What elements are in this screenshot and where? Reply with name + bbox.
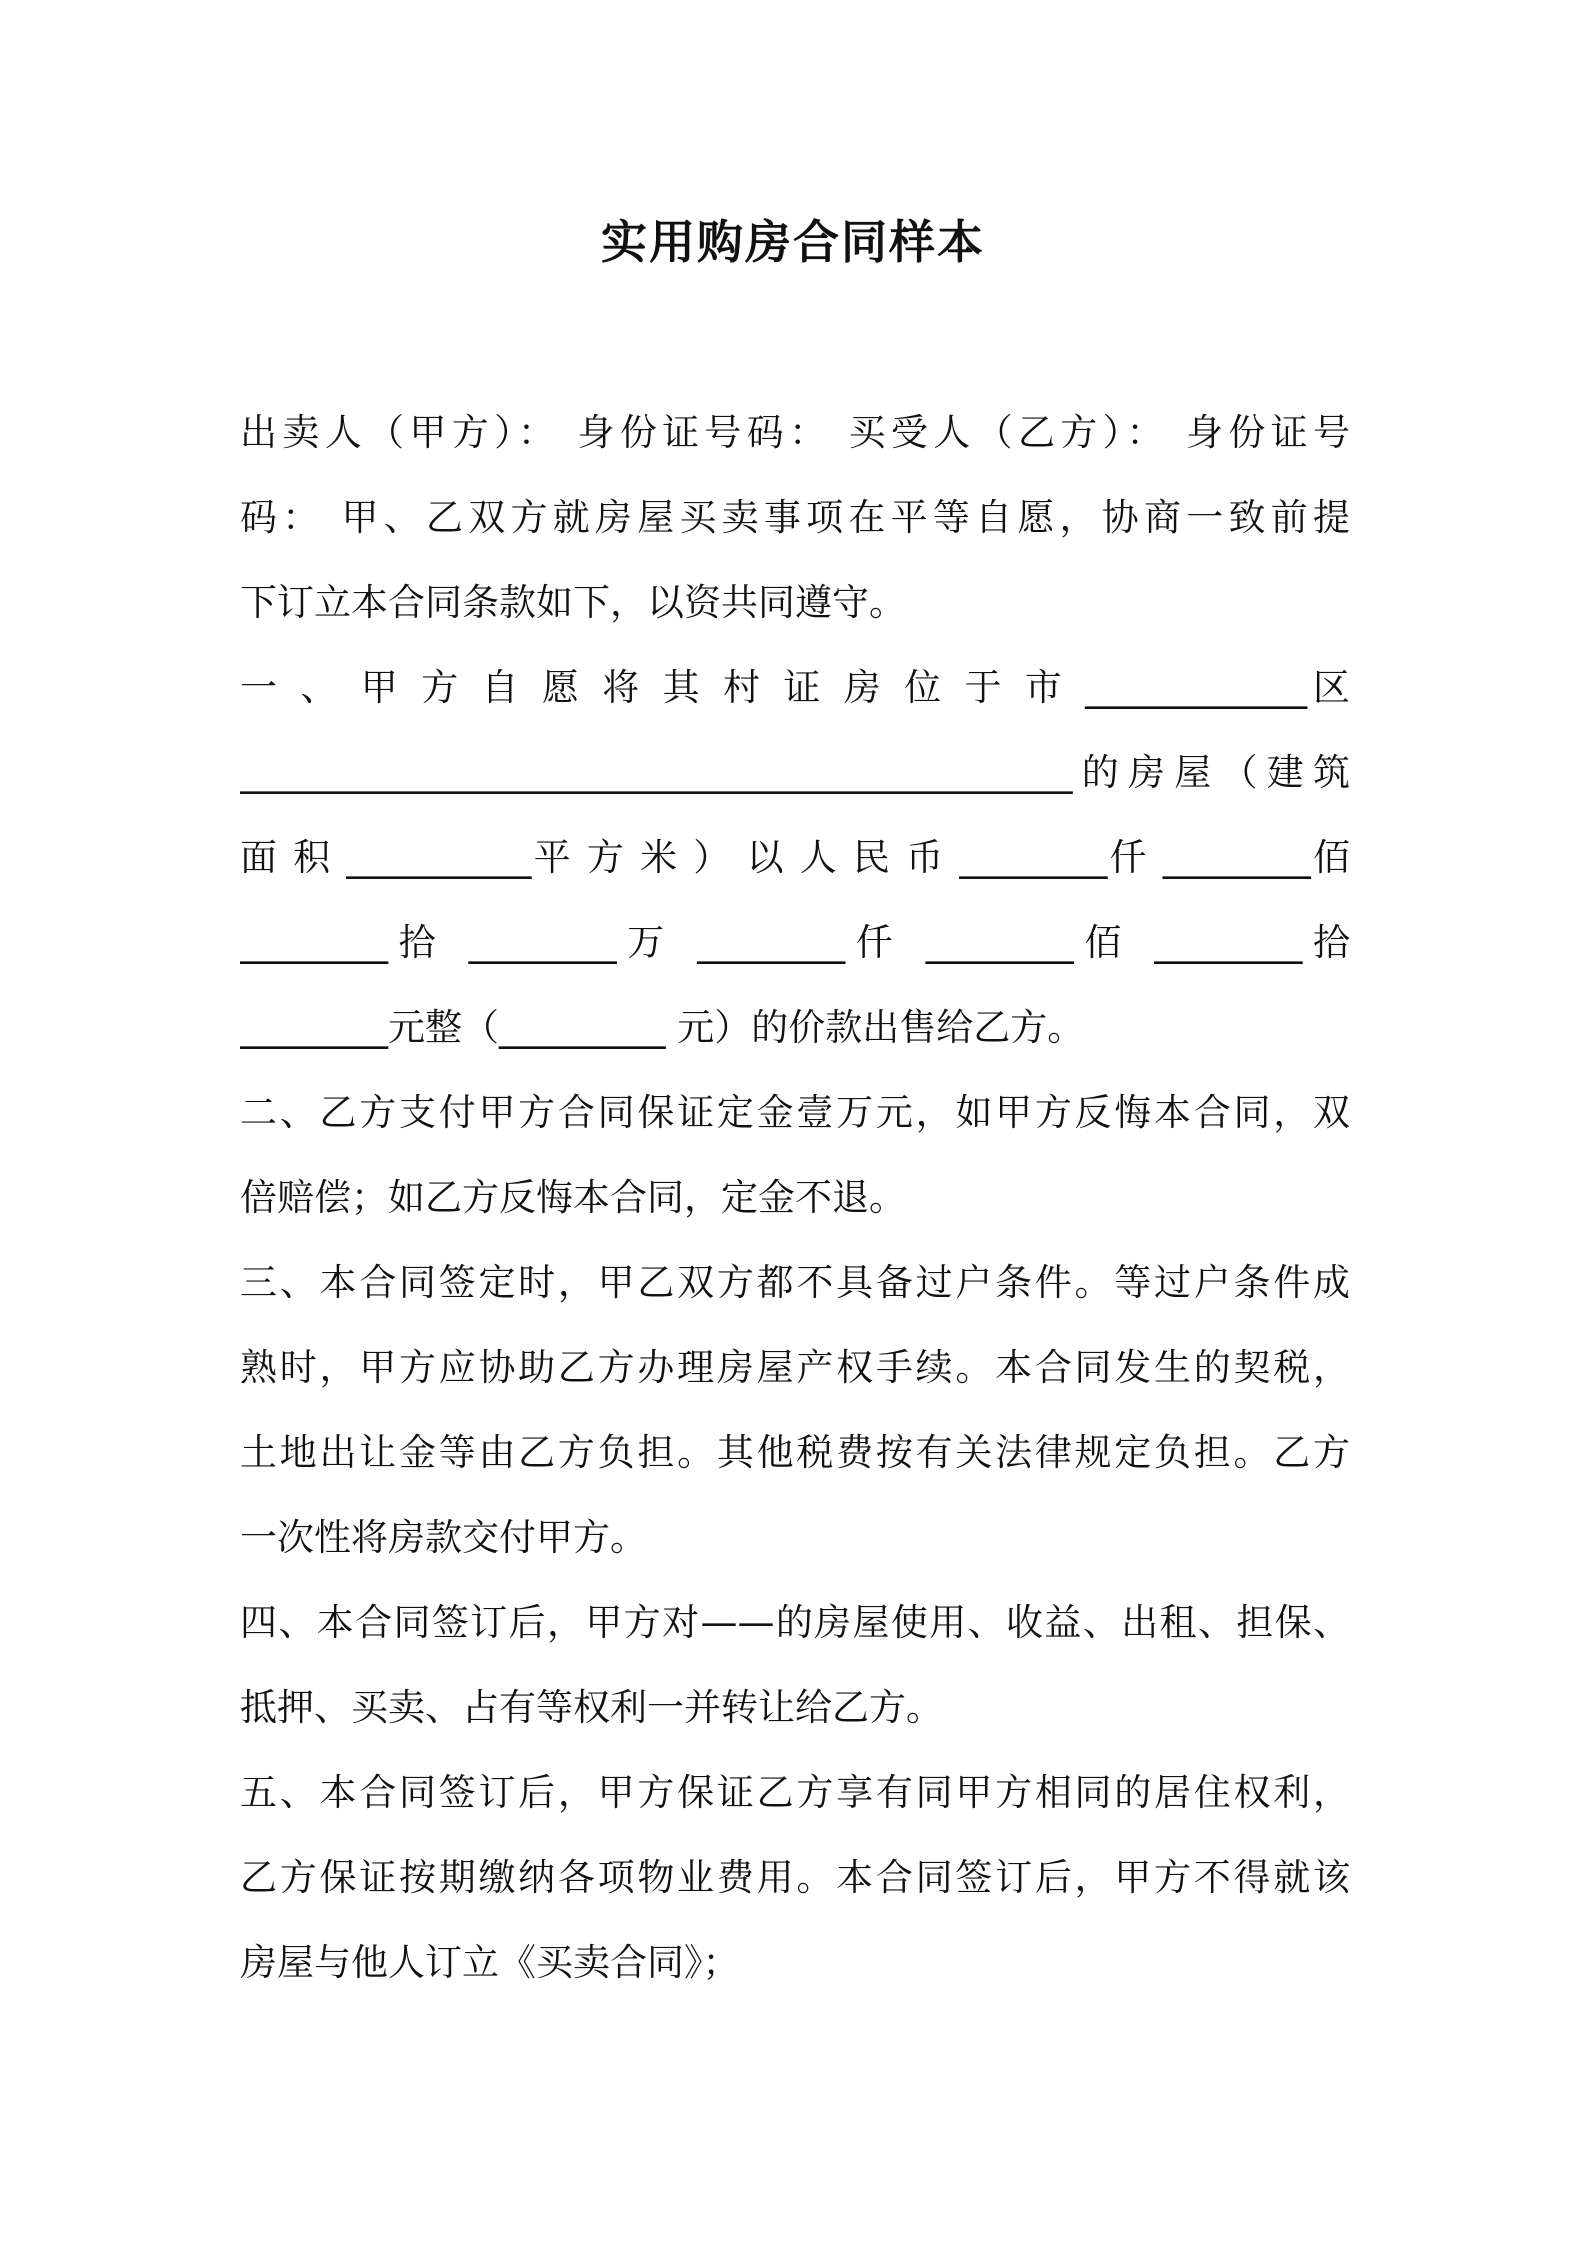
clause-2-line: 二、乙方支付甲方合同保证定金壹万元，如甲方反悔本合同，双 xyxy=(240,1091,1350,1134)
paragraph-line: 出卖人（甲方）： 身份证号码： 买受人（乙方）： 身份证号 xyxy=(240,411,1350,454)
document-title: 实用购房合同样本 xyxy=(601,215,985,269)
paragraph-line: 码： 甲、乙双方就房屋买卖事项在平等自愿，协商一致前提 xyxy=(240,496,1350,539)
clause-1-line: ________拾 ________万 ________仟 ________佰 ________拾 xyxy=(240,921,1350,964)
clause-2-line: 倍赔偿；如乙方反悔本合同，定金不退。 xyxy=(240,1176,906,1219)
clause-5-line: 房屋与他人订立《买卖合同》； xyxy=(240,1941,740,1984)
clause-3-line: 熟时，甲方应协助乙方办理房屋产权手续。本合同发生的契税， xyxy=(240,1346,1350,1389)
clause-5-line: 乙方保证按期缴纳各项物业费用。本合同签订后，甲方不得就该 xyxy=(240,1856,1350,1899)
clause-3-line: 三、本合同签定时，甲乙双方都不具备过户条件。等过户条件成 xyxy=(240,1261,1350,1304)
clause-5-line: 五、本合同签订后，甲方保证乙方享有同甲方相同的居住权利， xyxy=(240,1771,1350,1814)
clause-1-line: 一 、 甲 方 自 愿 将 其 村 证 房 位 于 市 ____________区 xyxy=(240,666,1350,709)
clause-1-line: _____________________________________________的房屋（建筑 xyxy=(240,751,1350,794)
clause-3-line: 土地出让金等由乙方负担。其他税费按有关法律规定负担。乙方 xyxy=(240,1431,1350,1474)
clause-3-line: 一次性将房款交付甲方。 xyxy=(240,1516,647,1559)
clause-1-line: 面 积 __________平 方 米 ） 以 人 民 币 ________仟 ________佰 xyxy=(240,836,1350,879)
clause-1-line: ________元整（_________ 元）的价款出售给乙方。 xyxy=(240,1006,1085,1049)
clause-4-line: 抵押、买卖、占有等权利一并转让给乙方。 xyxy=(240,1686,943,1729)
paragraph-line: 下订立本合同条款如下，以资共同遵守。 xyxy=(240,581,906,624)
clause-4-line: 四、本合同签订后，甲方对——的房屋使用、收益、出租、担保、 xyxy=(240,1601,1350,1644)
